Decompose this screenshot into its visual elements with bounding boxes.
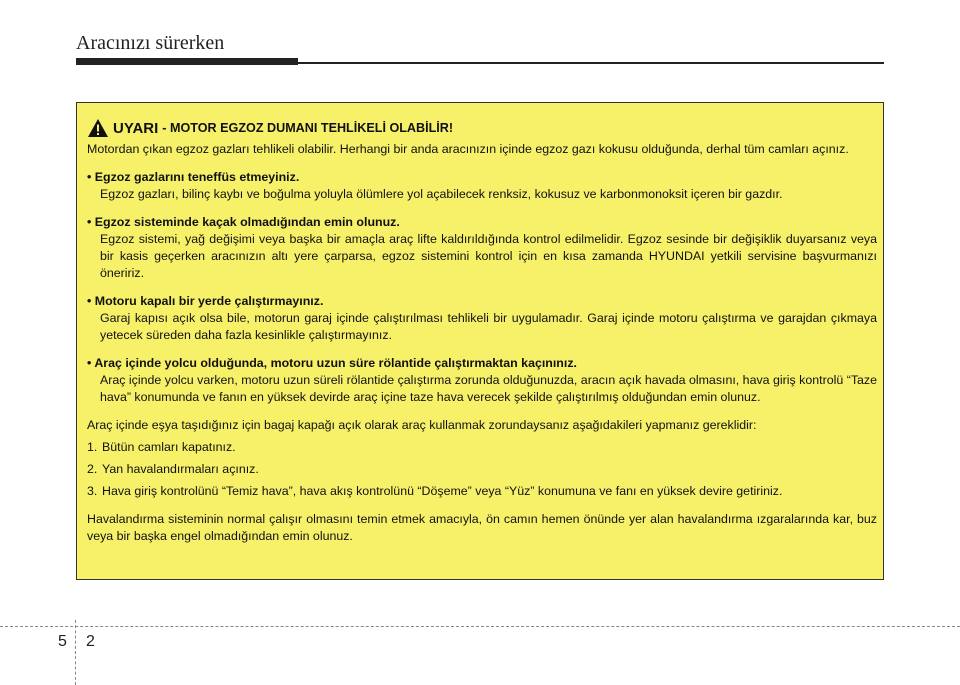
closing-paragraph: Havalandırma sisteminin normal çalışır olmasını temin etmek amacıyla, ön camın hemen önünde yer alan havalandırma ızgaralarında kar, buz veya bir başka engel olmadığından emin olunuz. [87,512,877,543]
page-number: 2 [86,633,95,650]
bullet-heading: • Motoru kapalı bir yerde çalıştırmayınız. [87,294,324,308]
step-number: 3. [87,484,98,498]
step-text: Yan havalandırmaları açınız. [102,462,259,476]
step-number: 1. [87,440,98,454]
step-item [87,439,877,456]
trunk-intro: Araç içinde eşya taşıdığınız için bagaj kapağı açık olarak araç kullanmak zorundaysanız aşağıdakileri yapmanız gereklidir: [87,418,757,432]
bullet-heading: • Egzoz sisteminde kaçak olmadığından emin olunuz. [87,215,400,229]
bullet-body: Garaj kapısı açık olsa bile, motorun garaj içinde çalıştırılması tehlikeli bir uygulamadır. Garaj içinde motoru çalıştırma ve garajdan çıkmaya yetecek süreden daha fazla kesinlikle çalıştırmayınız. [100,311,877,342]
step-text: Hava giriş kontrolünü “Temiz hava”, hava akış kontrolünü “Döşeme” veya “Yüz” konumuna ve fanı en yüksek devire getiriniz. [102,484,783,498]
footer-vertical-divider [75,620,76,685]
step-item [87,483,877,500]
warning-triangle-icon [87,118,109,138]
step-item [87,461,877,478]
page-header-title: Aracınızı sürerken [76,32,225,54]
step-number: 2. [87,462,98,476]
warning-box [76,102,884,580]
warning-title-word: UYARI [113,119,159,137]
chapter-number: 5 [58,633,67,650]
bullet-body: Egzoz gazları, bilinç kaybı ve boğulma yoluyla ölümlere yol açabilecek renksiz, kokusuz ve karbonmonoksit içeren bir gazdır. [100,187,783,201]
bullet-heading: • Egzoz gazlarını teneffüs etmeyiniz. [87,170,300,184]
bullet-body: Egzoz sistemi, yağ değişimi veya başka bir amaçla araç lifte kaldırıldığında kontrol edilmelidir. Egzoz sesinde bir değişiklik duyarsanız veya bir kasis geçerken aracınızın altı yere çarparsa, egzoz sistemini kontrol için en kısa zamanda HYUNDAI yetkili servisine başvurmanızı öneririz. [100,232,877,280]
bullet-body: Araç içinde yolcu varken, motoru uzun süreli rölantide çalıştırma zorunda olduğunuzda, aracın açık havada olmasını, hava giriş kontrolü “Taze hava” konumunda ve fanın en yüksek devirde araç içine taze hava verecek şekilde çalıştırılmış olduğundan emin olunuz. [100,373,877,404]
step-text: Bütün camları kapatınız. [102,440,236,454]
warning-intro: Motordan çıkan egzoz gazları tehlikeli olabilir. Herhangi bir anda aracınızın içinde egzoz gazı kokusu olduğunda, derhal tüm camları açınız. [87,142,849,156]
footer-divider [0,626,960,627]
bullet-heading: • Araç içinde yolcu olduğunda, motoru uzun süre rölantide çalıştırmaktan kaçınınız. [87,356,577,370]
warning-heading [87,117,877,139]
warning-title-subject: - MOTOR EGZOZ DUMANI TEHLİKELİ OLABİLİR! [162,120,454,135]
header-rule [76,62,884,64]
